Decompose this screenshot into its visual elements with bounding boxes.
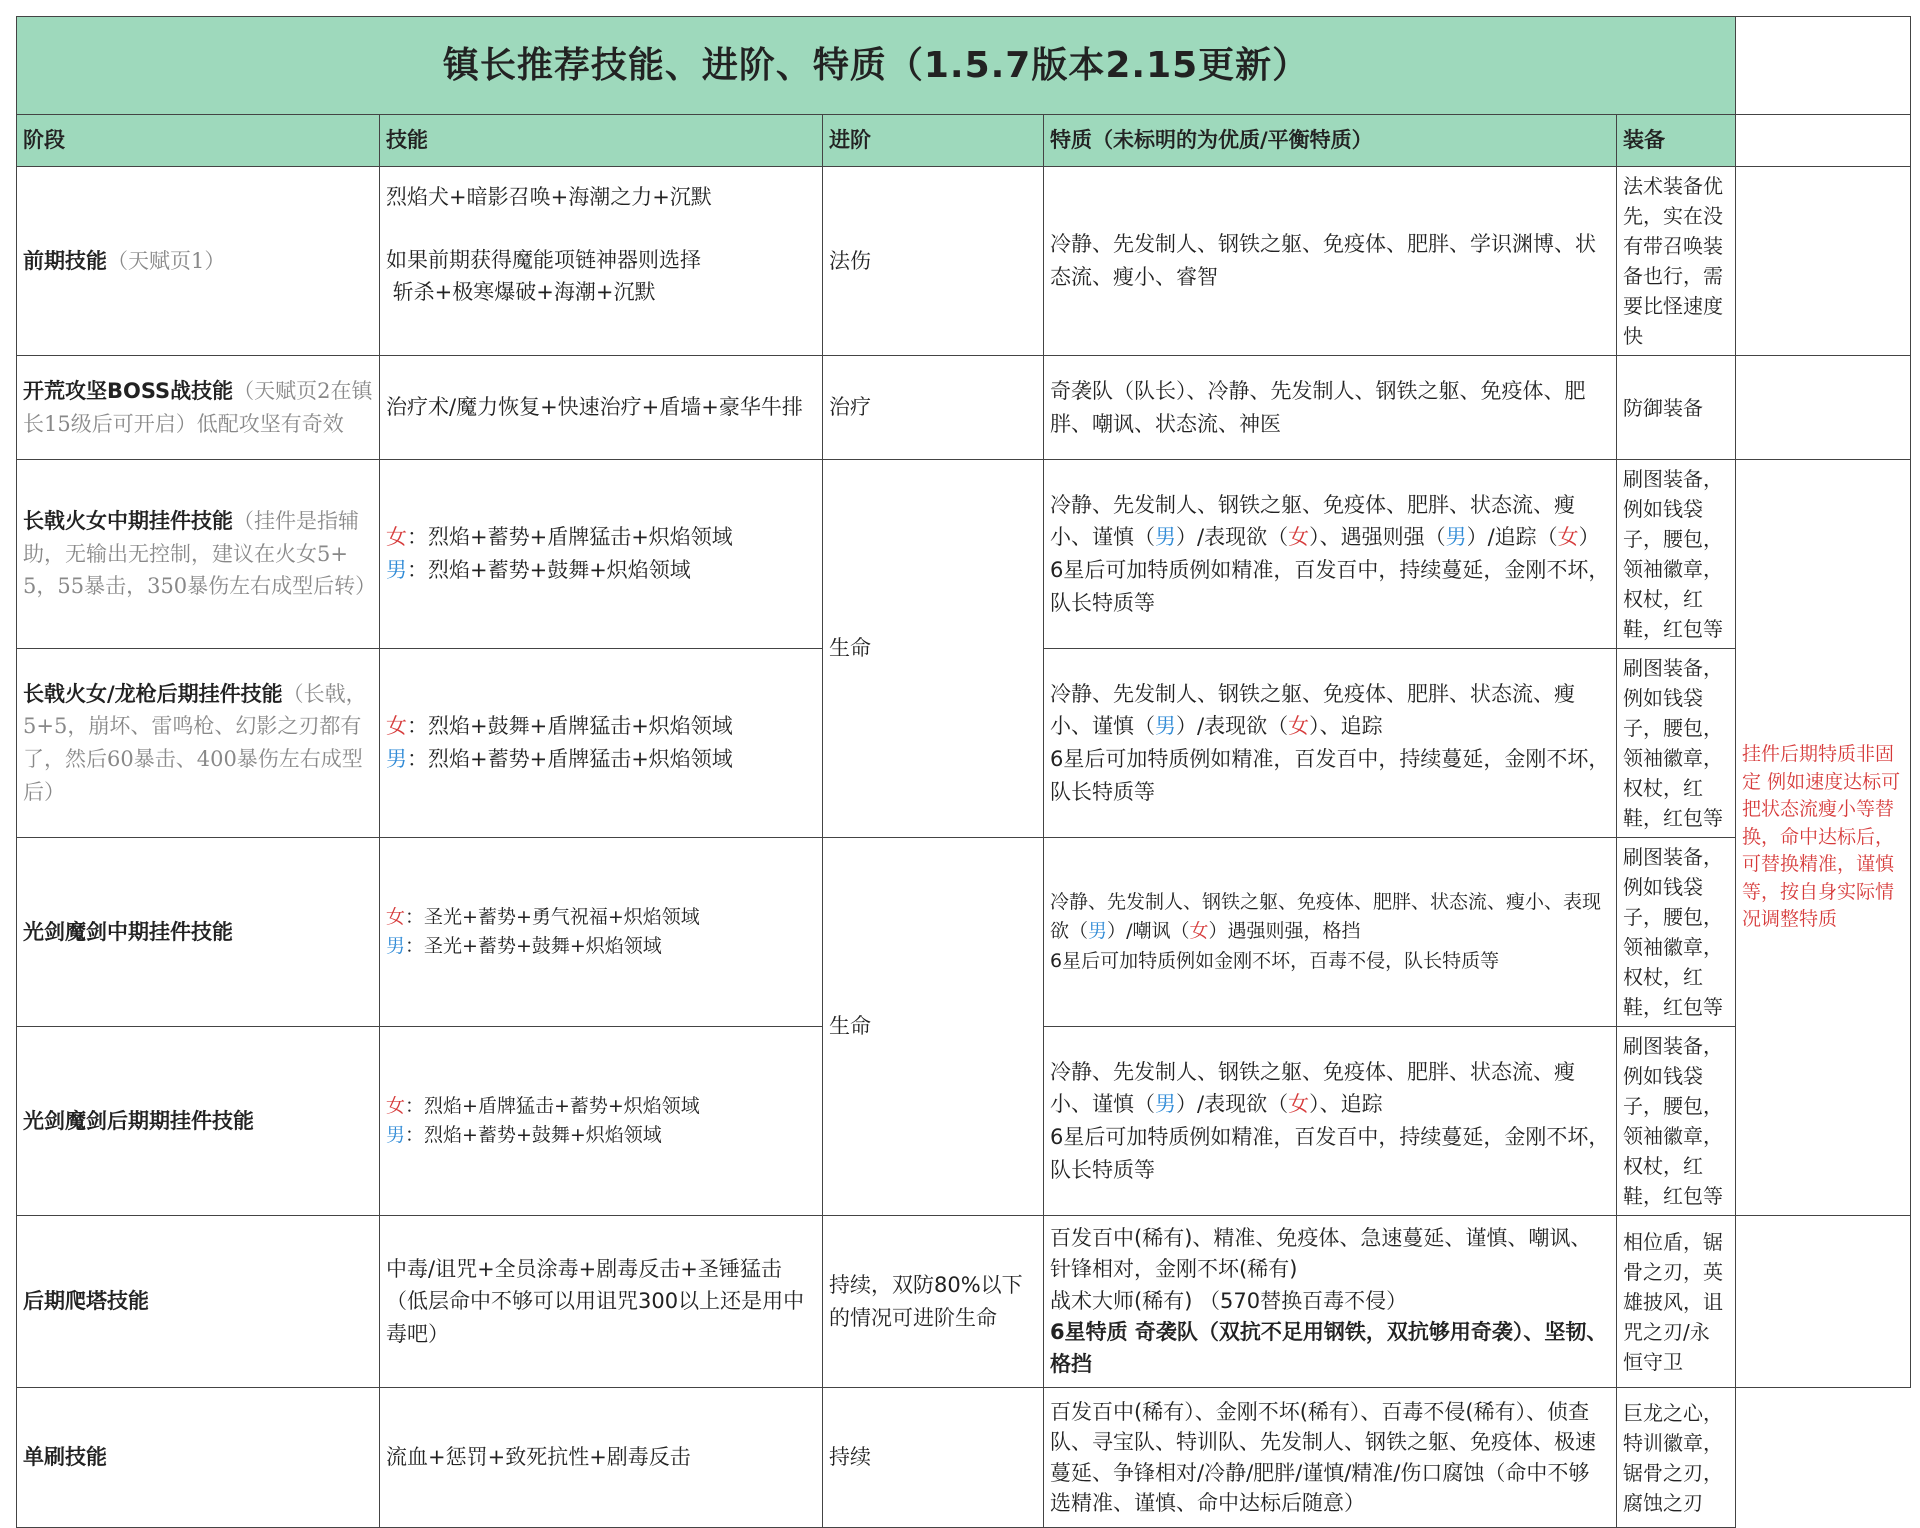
trait-text: 冷静、先发制人、钢铁之躯、免疫体、肥胖、状态流、瘦小、谨慎 bbox=[1050, 492, 1575, 550]
female-skill-line bbox=[386, 710, 816, 743]
colon: ： bbox=[405, 1124, 425, 1146]
skill-cell bbox=[380, 460, 823, 649]
male-label: 男 bbox=[1155, 525, 1176, 550]
female-skill-line bbox=[386, 1092, 816, 1121]
advance-cell: 持续，双防80%以下的情况可进阶生命 bbox=[823, 1216, 1044, 1388]
stage-cell bbox=[17, 1388, 380, 1528]
side-note: 挂件后期特质非固定 例如速度达标可把状态流瘦小等替换，命中达标后，可替换精准，谨慎等，按自身实际情况调整特质 bbox=[1736, 460, 1911, 1216]
male-skill-line bbox=[386, 743, 816, 776]
table-row bbox=[17, 1216, 1911, 1388]
colon: ： bbox=[407, 558, 428, 582]
stage-name: 光剑魔剑后期期挂件技能 bbox=[23, 1108, 254, 1133]
female-skill: 烈焰+鼓舞+盾牌猛击+炽焰领域 bbox=[428, 714, 733, 739]
female-skill: 烈焰+蓄势+盾牌猛击+炽焰领域 bbox=[428, 525, 733, 550]
stage-name: 前期技能 bbox=[23, 248, 107, 273]
male-label: 男 bbox=[386, 558, 407, 582]
skill-cell bbox=[380, 649, 823, 838]
page-title: 镇长推荐技能、进阶、特质（1.5.7版本2.15更新） bbox=[17, 17, 1736, 115]
trait-text: 冷静、先发制人、钢铁之躯、免疫体、肥胖、状态流、瘦小、表现欲 bbox=[1050, 890, 1602, 943]
equip-cell: 刷图装备，例如钱袋子，腰包，领袖徽章，权杖，红鞋，红包等 bbox=[1617, 460, 1736, 649]
equip-cell: 刷图装备，例如钱袋子，腰包，领袖徽章，权杖，红鞋，红包等 bbox=[1617, 649, 1736, 838]
stage-cell bbox=[17, 1027, 380, 1216]
equip-cell: 刷图装备，例如钱袋子，腰包，领袖徽章，权杖，红鞋，红包等 bbox=[1617, 838, 1736, 1027]
male-label: 男 bbox=[386, 747, 407, 771]
male-skill: 烈焰+蓄势+盾牌猛击+炽焰领域 bbox=[428, 747, 733, 771]
stage-name: 长戟火女/龙枪后期挂件技能 bbox=[23, 681, 283, 706]
trait-star-text: 6星后可加特质例如金刚不坏，百毒不侵，队长特质等 bbox=[1050, 949, 1500, 972]
header-trait: 特质（未标明的为优质/平衡特质） bbox=[1044, 115, 1617, 167]
stage-cell bbox=[17, 460, 380, 649]
spacer-cell bbox=[1736, 356, 1911, 460]
skill-cell bbox=[380, 838, 823, 1027]
table-row bbox=[17, 1388, 1911, 1528]
trait-star-text: 6星特质 奇袭队（双抗不足用钢铁，双抗够用奇袭）、坚韧、格挡 bbox=[1050, 1320, 1608, 1376]
trait-cell: 冷静、先发制人、钢铁之躯、免疫体、肥胖、状态流、瘦小、谨慎（男）/表现欲（女）、遇强则强（男）/追踪（女） 6星后可加特质例如精准，百发百中，持续蔓延，金刚不坏，队长特质等 bbox=[1044, 460, 1617, 649]
stage-note: （挂件是指辅助，无输出无控制，建议在火女5+5，55暴击，350暴伤左右成型后转） bbox=[23, 509, 377, 599]
trait-text: 遇强则强，格挡 bbox=[1227, 920, 1361, 943]
trait-text: 百发百中(稀有)、精准、免疫体、急速蔓延、谨慎、嘲讽、针锋相对，金刚不坏(稀有) bbox=[1050, 1225, 1592, 1282]
stage-cell bbox=[17, 167, 380, 356]
title-spacer-cell bbox=[1736, 17, 1911, 115]
trait-star-text: 6星后可加特质例如精准，百发百中，持续蔓延，金刚不坏，队长特质等 bbox=[1050, 558, 1610, 615]
male-skill: 圣光+蓄势+鼓舞+炽焰领域 bbox=[424, 935, 662, 957]
skill-cell: 治疗术/魔力恢复+快速治疗+盾墙+豪华牛排 bbox=[380, 356, 823, 460]
trait-text: /表现欲 bbox=[1197, 1092, 1268, 1117]
trait-text: 、追踪 bbox=[1319, 714, 1383, 739]
trait-cell: 冷静、先发制人、钢铁之躯、免疫体、肥胖、状态流、瘦小、表现欲（男）/嘲讽（女）遇强则强，格挡 6星后可加特质例如金刚不坏，百毒不侵，队长特质等 bbox=[1044, 838, 1617, 1027]
spacer-cell bbox=[1736, 167, 1911, 356]
trait-text: 冷静、先发制人、钢铁之躯、免疫体、肥胖、状态流、瘦小、谨慎 bbox=[1050, 1059, 1575, 1117]
spacer-cell bbox=[1736, 1388, 1911, 1528]
trait-star-text: 6星后可加特质例如精准，百发百中，持续蔓延，金刚不坏，队长特质等 bbox=[1050, 747, 1610, 804]
male-label: 男 bbox=[1445, 525, 1467, 550]
colon: ： bbox=[405, 905, 425, 928]
table-row bbox=[17, 167, 1911, 356]
advance-cell-life: 生命 bbox=[823, 838, 1044, 1216]
advance-cell: 法伤 bbox=[823, 167, 1044, 356]
trait-star-text: 6星后可加特质例如精准，百发百中，持续蔓延，金刚不坏，队长特质等 bbox=[1050, 1125, 1610, 1182]
header-spacer-cell bbox=[1736, 115, 1911, 167]
header-skill: 技能 bbox=[380, 115, 823, 167]
stage-name: 长戟火女中期挂件技能 bbox=[23, 509, 233, 534]
equip-cell: 巨龙之心，特训徽章，锯骨之刃，腐蚀之刃 bbox=[1617, 1388, 1736, 1528]
trait-text: /追踪 bbox=[1487, 525, 1537, 550]
colon: ： bbox=[405, 935, 425, 957]
female-label: 女 bbox=[1288, 1092, 1310, 1117]
skill-cell bbox=[380, 1027, 823, 1216]
equip-cell: 刷图装备，例如钱袋子，腰包，领袖徽章，权杖，红鞋，红包等 bbox=[1617, 1027, 1736, 1216]
female-label: 女 bbox=[1288, 525, 1310, 550]
table-row bbox=[17, 460, 1911, 649]
advance-cell-life: 生命 bbox=[823, 460, 1044, 838]
skill-text: 斩杀+极寒爆破+海潮+沉默 bbox=[386, 280, 656, 305]
skill-cell bbox=[380, 167, 823, 356]
trait-cell bbox=[1044, 1216, 1617, 1388]
trait-text: 战术大师(稀有) （570替换百毒不侵） bbox=[1050, 1288, 1408, 1313]
colon: ： bbox=[405, 1094, 425, 1117]
female-skill-line bbox=[386, 903, 816, 932]
skill-text: 烈焰犬+暗影召唤+海潮之力+沉默 bbox=[386, 185, 712, 209]
colon: ： bbox=[407, 525, 428, 550]
stage-name: 单刷技能 bbox=[23, 1445, 107, 1470]
trait-cell: 百发百中(稀有）、金刚不坏(稀有）、百毒不侵(稀有）、侦查队、寻宝队、特训队、先发制人、钢铁之躯、免疫体、极速蔓延、争锋相对/冷静/肥胖/谨慎/精准/伤口腐蚀（命中不够选精准、谨慎、命中达标后随意） bbox=[1044, 1388, 1617, 1528]
stage-note: （长戟，5+5，崩坏、雷鸣枪、幻影之刃都有了，然后60暴击、400暴伤左右成型后） bbox=[23, 681, 367, 804]
stage-cell bbox=[17, 1216, 380, 1388]
trait-text: /表现欲 bbox=[1197, 714, 1268, 739]
stage-name: 开荒攻坚BOSS战技能 bbox=[23, 378, 234, 403]
female-label: 女 bbox=[386, 1094, 406, 1117]
skill-text: （低层命中不够可以用诅咒300以上还是用中毒吧） bbox=[386, 1289, 805, 1346]
stage-cell bbox=[17, 649, 380, 838]
male-skill-line bbox=[386, 932, 816, 961]
male-label: 男 bbox=[386, 935, 406, 957]
header-advance: 进阶 bbox=[823, 115, 1044, 167]
stage-cell bbox=[17, 838, 380, 1027]
female-label: 女 bbox=[1288, 714, 1310, 739]
male-skill: 烈焰+蓄势+鼓舞+炽焰领域 bbox=[424, 1124, 662, 1146]
trait-cell: 奇袭队（队长）、冷静、先发制人、钢铁之躯、免疫体、肥胖、嘲讽、状态流、神医 bbox=[1044, 356, 1617, 460]
female-skill: 圣光+蓄势+勇气祝福+炽焰领域 bbox=[424, 905, 700, 928]
guide-sheet bbox=[16, 16, 1910, 1515]
male-label: 男 bbox=[386, 1124, 406, 1146]
stage-name: 后期爬塔技能 bbox=[23, 1289, 149, 1314]
advance-cell: 持续 bbox=[823, 1388, 1044, 1528]
stage-name: 光剑魔剑中期挂件技能 bbox=[23, 919, 233, 944]
equip-cell: 相位盾，锯骨之刃，英雄披风，诅咒之刃/永恒守卫 bbox=[1617, 1216, 1736, 1388]
equip-cell: 法术装备优先，实在没有带召唤装备也行，需要比怪速度快 bbox=[1617, 167, 1736, 356]
male-label: 男 bbox=[1155, 1092, 1176, 1117]
stage-note: （天赋页2在镇长15级后可开启）低配攻坚有奇效 bbox=[23, 378, 373, 436]
colon: ： bbox=[407, 714, 428, 739]
colon: ： bbox=[407, 747, 428, 771]
male-skill: 烈焰+蓄势+鼓舞+炽焰领域 bbox=[428, 558, 691, 582]
stage-note: （天赋页1） bbox=[107, 248, 226, 273]
female-skill-line bbox=[386, 521, 816, 554]
skill-cell: 流血+惩罚+致死抗性+剧毒反击 bbox=[380, 1388, 823, 1528]
skill-text: 中毒/诅咒+全员涂毒+剧毒反击+圣锤猛击 bbox=[386, 1256, 782, 1281]
trait-text: /表现欲 bbox=[1197, 525, 1268, 550]
spacer-cell bbox=[1736, 1216, 1911, 1388]
male-label: 男 bbox=[1155, 714, 1176, 739]
skill-text: 如果前期获得魔能项链神器则选择 bbox=[386, 247, 701, 272]
trait-text: /嘲讽 bbox=[1126, 920, 1171, 943]
male-skill-line bbox=[386, 554, 816, 587]
female-label: 女 bbox=[1189, 920, 1209, 943]
table-row bbox=[17, 356, 1911, 460]
female-skill: 烈焰+盾牌猛击+蓄势+炽焰领域 bbox=[424, 1094, 700, 1117]
skill-cell bbox=[380, 1216, 823, 1388]
trait-cell: 冷静、先发制人、钢铁之躯、免疫体、肥胖、状态流、瘦小、谨慎（男）/表现欲（女）、追踪 6星后可加特质例如精准，百发百中，持续蔓延，金刚不坏，队长特质等 bbox=[1044, 1027, 1617, 1216]
female-label: 女 bbox=[1557, 525, 1579, 550]
equip-cell: 防御装备 bbox=[1617, 356, 1736, 460]
female-label: 女 bbox=[386, 714, 407, 739]
header-stage: 阶段 bbox=[17, 115, 380, 167]
female-label: 女 bbox=[386, 905, 406, 928]
table-row bbox=[17, 838, 1911, 1027]
stage-cell bbox=[17, 356, 380, 460]
guide-table bbox=[16, 16, 1911, 1528]
trait-text: 、追踪 bbox=[1319, 1092, 1383, 1117]
trait-cell: 冷静、先发制人、钢铁之躯、免疫体、肥胖、学识渊博、状态流、瘦小、睿智 bbox=[1044, 167, 1617, 356]
female-label: 女 bbox=[386, 525, 407, 550]
skill-gap bbox=[386, 214, 816, 244]
trait-text: 、遇强则强 bbox=[1319, 525, 1425, 550]
male-label: 男 bbox=[1088, 920, 1108, 943]
trait-text: 冷静、先发制人、钢铁之躯、免疫体、肥胖、状态流、瘦小、谨慎 bbox=[1050, 681, 1575, 739]
header-equip: 装备 bbox=[1617, 115, 1736, 167]
advance-cell: 治疗 bbox=[823, 356, 1044, 460]
male-skill-line bbox=[386, 1121, 816, 1150]
trait-cell: 冷静、先发制人、钢铁之躯、免疫体、肥胖、状态流、瘦小、谨慎（男）/表现欲（女）、追踪 6星后可加特质例如精准，百发百中，持续蔓延，金刚不坏，队长特质等 bbox=[1044, 649, 1617, 838]
